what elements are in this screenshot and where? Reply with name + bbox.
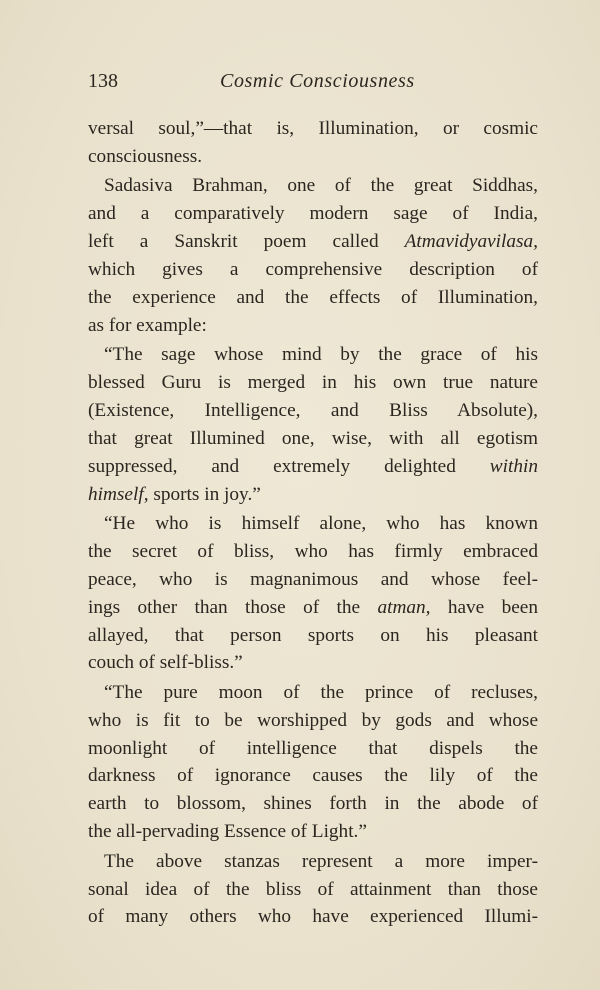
text-segment: moonlight of intelligence that dispels the	[88, 737, 538, 759]
text-line	[88, 679, 538, 707]
text-segment: earth to blossom, shines forth in the abode of	[88, 793, 538, 815]
running-header	[88, 70, 538, 98]
text-segment: ings other than those of the	[88, 596, 378, 618]
text-segment: as for example:	[88, 314, 207, 336]
text-line	[88, 790, 538, 818]
text-line	[88, 762, 538, 790]
text-line	[88, 200, 538, 228]
text-segment: the experience and the effects of Illumination,	[88, 286, 538, 308]
text-segment: peace, who is magnanimous and whose feel-	[88, 568, 538, 590]
text-line	[88, 369, 538, 397]
text-line	[88, 538, 538, 566]
text-segment: “He who is himself alone, who has known	[104, 512, 538, 534]
text-segment: left a Sanskrit poem called	[88, 231, 405, 253]
text-line	[88, 397, 538, 425]
italic-text: atman,	[377, 596, 431, 618]
text-line	[88, 143, 538, 171]
text-line	[88, 510, 538, 538]
text-line	[88, 848, 538, 876]
text-segment: versal soul,”—that is, Illumination, or cosmic	[88, 118, 538, 139]
text-segment: the secret of bliss, who has firmly embraced	[88, 540, 538, 562]
text-line	[88, 876, 538, 904]
text-segment: (Existence, Intelligence, and Bliss Absolute),	[88, 399, 538, 421]
text-segment: blessed Guru is merged in his own true nature	[88, 372, 538, 394]
text-segment: consciousness.	[88, 145, 203, 167]
italic-text: Atmavidyavilasa,	[404, 231, 538, 253]
italic-text: himself,	[88, 483, 149, 505]
text-line	[88, 818, 538, 846]
text-segment: “The sage whose mind by the grace of his	[104, 344, 538, 366]
italic-text: within	[489, 455, 538, 477]
text-line	[88, 115, 538, 143]
text-segment: and a comparatively modern sage of India,	[88, 203, 538, 225]
text-segment: who is fit to be worshipped by gods and whose	[88, 709, 538, 731]
text-segment: suppressed, and extremely delighted	[88, 455, 490, 477]
text-line	[88, 735, 538, 763]
text-segment: the all-pervading Essence of Light.”	[88, 821, 367, 843]
running-title: Cosmic Consciousness	[220, 70, 415, 92]
text-segment: which gives a comprehensive description of	[88, 258, 538, 280]
text-line	[88, 425, 538, 453]
text-line	[88, 594, 538, 622]
text-line	[88, 453, 538, 481]
text-segment: Sadasiva Brahman, one of the great Siddhas,	[104, 175, 538, 197]
text-line	[88, 228, 538, 256]
body-text	[88, 115, 538, 931]
text-line	[88, 622, 538, 650]
text-segment: have been	[430, 596, 539, 618]
text-segment: sonal idea of the bliss of attainment than those	[88, 878, 538, 900]
text-segment: “The pure moon of the prince of recluses,	[104, 681, 538, 703]
text-line	[88, 903, 538, 931]
text-line	[88, 649, 538, 677]
text-line	[88, 341, 538, 369]
text-line	[88, 172, 538, 200]
text-segment: The above stanzas represent a more imper-	[104, 850, 538, 872]
text-segment: darkness of ignorance causes the lily of the	[88, 765, 538, 787]
text-segment: couch of self-bliss.”	[88, 652, 243, 674]
text-line	[88, 256, 538, 284]
text-segment: that great Illumined one, wise, with all egotism	[88, 427, 538, 449]
text-line	[88, 566, 538, 594]
text-line	[88, 481, 538, 509]
text-segment: of many others who have experienced Illumi-	[88, 906, 538, 928]
page-number: 138	[88, 70, 118, 92]
text-line	[88, 707, 538, 735]
text-line	[88, 312, 538, 340]
text-segment: allayed, that person sports on his pleasant	[88, 624, 538, 646]
text-line	[88, 284, 538, 312]
text-segment: sports in joy.”	[148, 483, 261, 505]
